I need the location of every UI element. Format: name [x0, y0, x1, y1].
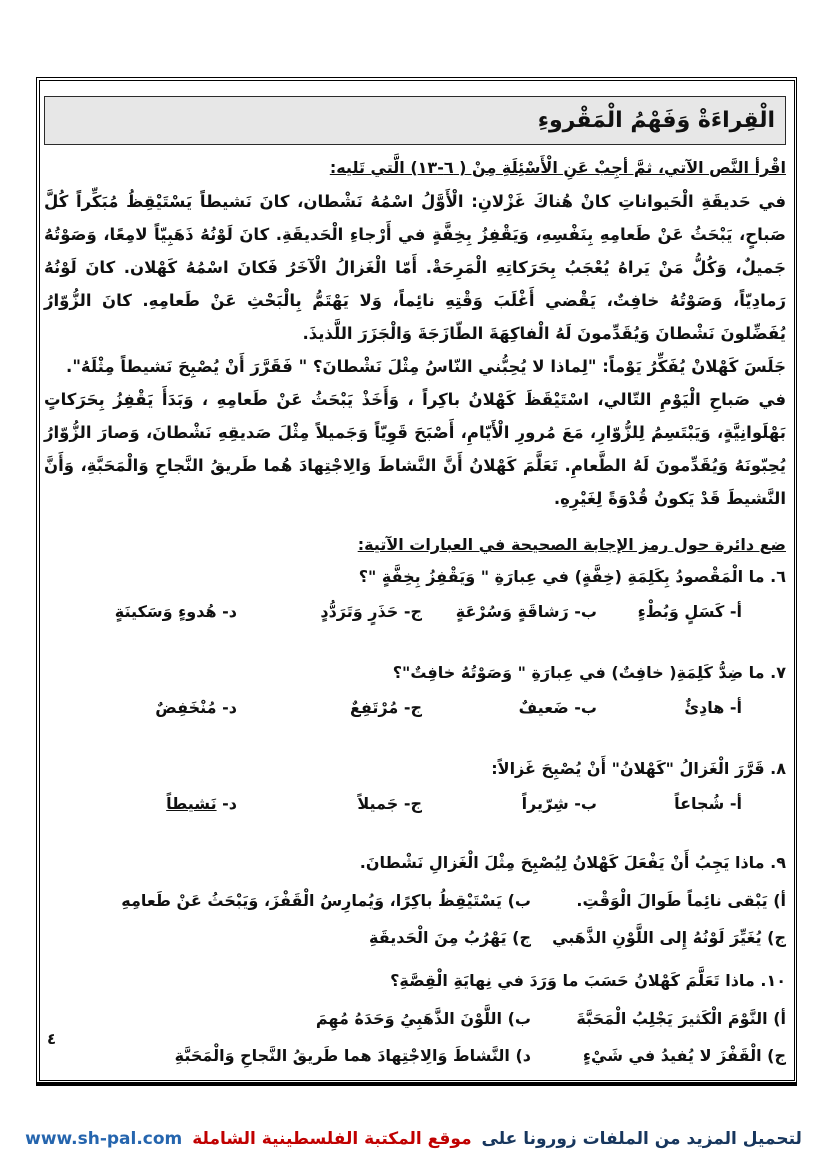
option-6-b [422, 600, 597, 624]
option-text: شِرّيراً [521, 794, 569, 813]
question-9-options [44, 882, 786, 956]
option-label: ج- [398, 794, 422, 813]
option-label: ب- [568, 602, 597, 621]
passage-paragraph: في حَديقَةِ الْحَيواناتِ كانْ هُناكَ غَزْلانِ: الْأَوَّلُ اسْمُهُ نَشْطان، كانَ نَشيطاً يَسْتَيْقِظُ مُبَكِّراً كُلَّ صَباحٍ، يَبْحَثُ عَنْ طَعامِهِ بِنَفْسِهِ، وَيَقْفِزُ بِخِفَّةٍ في أَرْجاءِ الْحَديقَةِ. كانَ لَوْنُهُ ذَهَبِيّاً لامِعًا، وَصَوْتُهُ جَميلٌ، وَكُلُّ مَنْ يَراهُ يُعْجَبُ بِحَرَكاتِهِ الْمَرِحَةْ. أَمّا الْغَزالُ الْآخَرُ فَكانَ اسْمُهُ كَهْلان. كانَ لَوْنُهُ رَمادِيّاً، وَصَوْتُهُ خافِتٌ، يَقْضي أَغْلَبَ وَقْتِهِ نائِماً، وَلا يَهْتَمُّ بِالْبَحْثِ عَنْ طَعامِهِ. كانَ الزُّوّارُ يُفَضِّلونَ نَشْطانَ وَيُقَدِّمونَ لَهُ الْفاكِهَةَ الطّازَجَةَ وَالْجَزَرَ اللَّذيذَ. [44, 192, 786, 343]
question-6 [44, 566, 786, 624]
page-title: الْقِراءَةْ وَفَهْمُ الْمَقْروءِ [537, 108, 775, 133]
option-label: أ- [724, 794, 742, 813]
option-text: مُنْخَفِضٌ [155, 698, 217, 717]
option-text: يَبْقى نائِماً طَوالَ الْوَقْتِ. [576, 891, 768, 910]
option-10-d [44, 1037, 531, 1074]
option-7-a [597, 696, 742, 720]
option-label: أ) [767, 1009, 786, 1028]
question-7 [44, 662, 786, 720]
option-8-b [422, 792, 597, 816]
option-text: نَشيطاً [166, 794, 217, 813]
option-text: كَسَلٍ وَبُطْءٍ [637, 602, 725, 621]
option-label: ب) [502, 1009, 531, 1028]
option-text: الْقَفْزَ لا يُفيدُ في شَيْءٍ [582, 1046, 762, 1065]
questions-list [44, 566, 786, 1074]
option-text: النَّوْمَ الْكَثيرَ يَجْلِبُ الْمَحَبَّةَ [576, 1009, 768, 1028]
option-9-a [531, 882, 786, 919]
question-8 [44, 758, 786, 816]
question-6-text: ٦. ما الْمَقْصودُ بِكَلِمَةِ (خِفَّةٍ) في عِبارَةِ " وَيَقْفِزُ بِخِفَّةٍ "؟ [358, 567, 786, 586]
option-label: ج) [506, 928, 531, 947]
option-label: د- [216, 794, 237, 813]
question-6-options [44, 600, 786, 624]
question-7-options [44, 696, 786, 720]
section-title-box [44, 96, 786, 145]
option-10-c [531, 1037, 786, 1074]
option-label: ج) [761, 1046, 786, 1065]
option-text: شُجاعاً [674, 794, 725, 813]
footer-text-download: لتحميل المزيد من الملفات زورونا على [475, 1129, 802, 1149]
option-label: د- [216, 602, 237, 621]
question-8-options [44, 792, 786, 816]
questions-heading: ضع دائرة حول رمز الإجابة الصحيحة في العبارات الآتية: [357, 535, 786, 554]
passage-paragraph: جَلَسَ كَهْلانْ يُفَكِّرُ يَوْماً: "لِماذا لا يُحِبُّني النّاسُ مِثْلَ نَشْطانَ؟ " فَقَرَّرَ أَنْ يُصْبِحَ نَشيطاً مِثْلَهُ". [66, 357, 786, 376]
option-9-b [44, 882, 531, 919]
option-7-d [44, 696, 237, 720]
footer-url[interactable]: www.sh-pal.com [25, 1129, 183, 1149]
option-text: حَذَرٍ وَتَرَدُّدٍ [320, 602, 399, 621]
footer-line [0, 1129, 827, 1149]
option-text: النَّشاطَ وَالِاجْتِهادَ هما طَريقُ النَّجاحِ وَالْمَحَبَّةِ [174, 1046, 510, 1065]
question-8-text: ٨. قَرَّرَ الْغَزالُ "كَهْلانُ" أَنْ يُصْبِحَ غَزالاً: [491, 759, 786, 778]
option-6-a [597, 600, 742, 624]
instruction-line: اقْرأ النَّص الآتي، ثمَّ أجِبْ عَنِ الْأَسْئِلَةِ مِنْ ( ٦-١٣) الَّتي تَليه: [329, 158, 786, 177]
option-label: د) [509, 1046, 531, 1065]
option-9-c [531, 919, 786, 956]
question-9 [44, 852, 786, 956]
option-10-b [44, 1000, 531, 1037]
option-text: اللَّوْنَ الذَّهَبِيُ وَحَدَهُ مُهِمَ [315, 1009, 503, 1028]
option-label: ب- [568, 794, 597, 813]
option-label: ب) [502, 891, 531, 910]
question-9-text: ٩. ماذا يَجِبُ أَنْ يَفْعَلَ كَهْلانُ لِيُصْبِحَ مِثْلَ الْغَزالِ نَشْطانَ. [359, 853, 786, 872]
option-text: يُغَيِّرَ لَوْنُهُ إِلى اللَّوْنِ الذَّهَبي [552, 928, 762, 947]
option-text: رَشاقَةٍ وَسُرْعَةٍ [455, 602, 569, 621]
option-text: ضَعيفٌ [518, 698, 569, 717]
option-label: أ- [724, 602, 742, 621]
option-label: ج) [761, 928, 786, 947]
worksheet-content [44, 96, 786, 1074]
option-label: د- [216, 698, 237, 717]
option-label: أ) [767, 891, 786, 910]
option-8-d [44, 792, 237, 816]
question-10-options [44, 1000, 786, 1074]
option-7-c [237, 696, 422, 720]
question-10 [44, 970, 786, 1074]
option-label: ج- [398, 698, 422, 717]
option-text: هُدوءٍ وَسَكينَةٍ [114, 602, 217, 621]
option-text: يَسْتَيْقِظُ باكِرًا، وَيُمارِسُ الْقَفْزَ، وَيَبْحَثُ عَنْ طَعامِهِ [121, 891, 503, 910]
option-8-a [597, 792, 742, 816]
reading-passage [44, 185, 786, 515]
option-10-a [531, 1000, 786, 1037]
question-10-text: ١٠. ماذا تَعَلَّمَ كَهْلانُ حَسَبَ ما وَرَدَ في نِهايَةِ الْقِصَّةِ؟ [390, 971, 786, 990]
option-6-c [237, 600, 422, 624]
page-number: ٤ [47, 1030, 57, 1048]
option-6-d [44, 600, 237, 624]
footer-text-library: موقع المكتبة الفلسطينية الشاملة [186, 1129, 472, 1149]
option-8-c [237, 792, 422, 816]
option-label: أ- [724, 698, 742, 717]
option-9-d [44, 919, 531, 956]
option-label: ج- [398, 602, 422, 621]
option-text: يَهْرُبُ مِنَ الْحَديقَةِ [369, 928, 507, 947]
option-7-b [422, 696, 597, 720]
passage-paragraph: في صَباحِ الْيَوْمِ التّالي، اسْتَيْقَظَ كَهْلانُ باكِراً ، وَأَخَذْ يَبْحَثُ عَنْ طَعامِهِ ، وَبَدَأَ يَقْفِزُ بِحَرَكاتٍ بَهْلَوانِيَّةٍ، وَيَبْتَسِمُ لِلزُّوّارِ، مَعَ مُرورِ الْأَيّامِ، أَصْبَحَ قَوِيّاً وَجَميلاً مِثْلَ صَديقِهِ نَشْطانَ، وَصارَ الزُّوّارُ يُحِبّونَهُ وَيُقَدِّمونَ لَهُ الطَّعامِ. تَعَلَّمَ كَهْلانُ أَنَّ النَّشاطَ وَالِاجْتِهادَ هُما طَريقُ النَّجاحِ وَالْمَحَبَّةِ، وَأَنَّ النَّشيطَ قَدْ يَكونُ قُدْوَةً لِغَيْرِهِ. [44, 390, 786, 508]
option-text: هادِئٌ [684, 698, 725, 717]
question-7-text: ٧. ما ضِدُّ كَلِمَةِ( خافِتٌ) في عِبارَةِ " وَصَوْتُهُ خافِتٌ"؟ [392, 663, 786, 682]
option-text: جَميلاً [357, 794, 399, 813]
option-text: مُرْتَفِعٌ [349, 698, 399, 717]
option-label: ب- [568, 698, 597, 717]
